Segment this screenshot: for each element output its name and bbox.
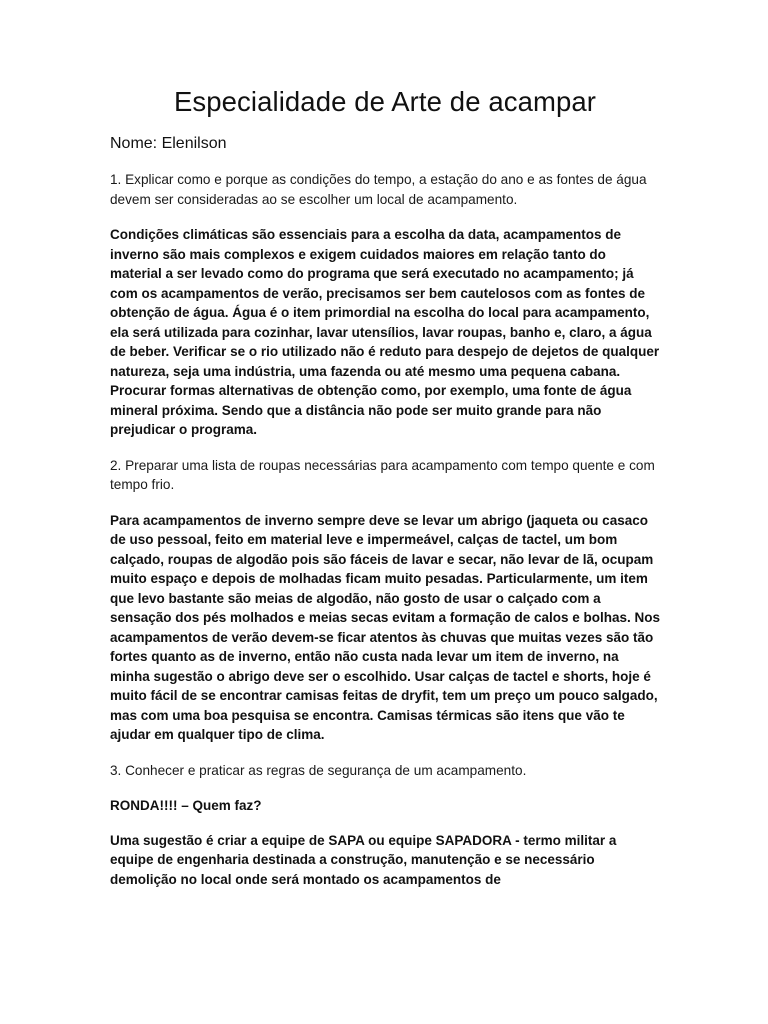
author-name: Nome: Elenilson bbox=[110, 135, 227, 152]
document-page bbox=[110, 84, 660, 905]
document-title: Especialidade de Arte de acampar bbox=[173, 86, 597, 117]
answer-1: Condições climáticas são essenciais para a escolha da data, acampamentos de inverno são mais complexos e exigem cuidados maiores em relação tanto do material a ser levado como do programa que será executado no acampamento; já com os acampamentos de verão, precisamos ser bem cautelosos com as fontes de obtenção de água. Água é o item primordial na escolha do local para acampamento, ela será utilizada para cozinhar, lavar utensílios, lavar roupas, banho e, claro, a água de beber. Verificar se o rio utilizado não é reduto para despejo de dejetos de qualquer natureza, seja uma indústria, uma fazenda ou até mesmo uma pequena cabana. Procurar formas alternativas de obtenção como, por exemplo, uma fonte de água mineral próxima. Sendo que a distância não pode ser muito grande para não prejudicar o programa. bbox=[110, 227, 660, 437]
answer-3-heading: RONDA!!!! – Quem faz? bbox=[110, 798, 262, 813]
question-1: 1. Explicar como e porque as condições do tempo, a estação do ano e as fontes de água devem ser consideradas ao se escolher um local de acampamento. bbox=[110, 172, 647, 207]
question-3: 3. Conhecer e praticar as regras de segurança de um acampamento. bbox=[110, 762, 527, 778]
question-2: 2. Preparar uma lista de roupas necessárias para acampamento com tempo quente e com tempo frio. bbox=[110, 457, 655, 492]
final-paragraph: Uma sugestão é criar a equipe de SAPA ou equipe SAPADORA - termo militar a equipe de engenharia destinada a construção, manutenção e se necessário demolição no local onde será montado os acampamentos de bbox=[110, 832, 617, 887]
answer-2: Para acampamentos de inverno sempre deve se levar um abrigo (jaqueta ou casaco de uso pessoal, feito em material leve e impermeável, calças de tactel, um bom calçado, roupas de algodão pois são fáceis de lavar e secar, não levar de lã, ocupam muito espaço e depois de molhadas ficam muito pesadas. Particularmente, um item que levo bastante são meias de algodão, não gosto de usar o calçado com a sensação dos pés molhados e meias secas evitam a formação de calos e bolhas. Nos acampamentos de verão devem-se ficar atentos às chuvas que muitas vezes são tão fortes quanto as de inverno, então não custa nada levar um item de inverno, na minha sugestão o abrigo deve ser o escolhido. Usar calças de tactel e shorts, hoje é muito fácil de se encontrar camisas feitas de dryfit, tem um preço um pouco salgado, mas com uma boa pesquisa se encontra. Camisas térmicas são itens que vão te ajudar em qualquer tipo de clima. bbox=[110, 512, 660, 742]
